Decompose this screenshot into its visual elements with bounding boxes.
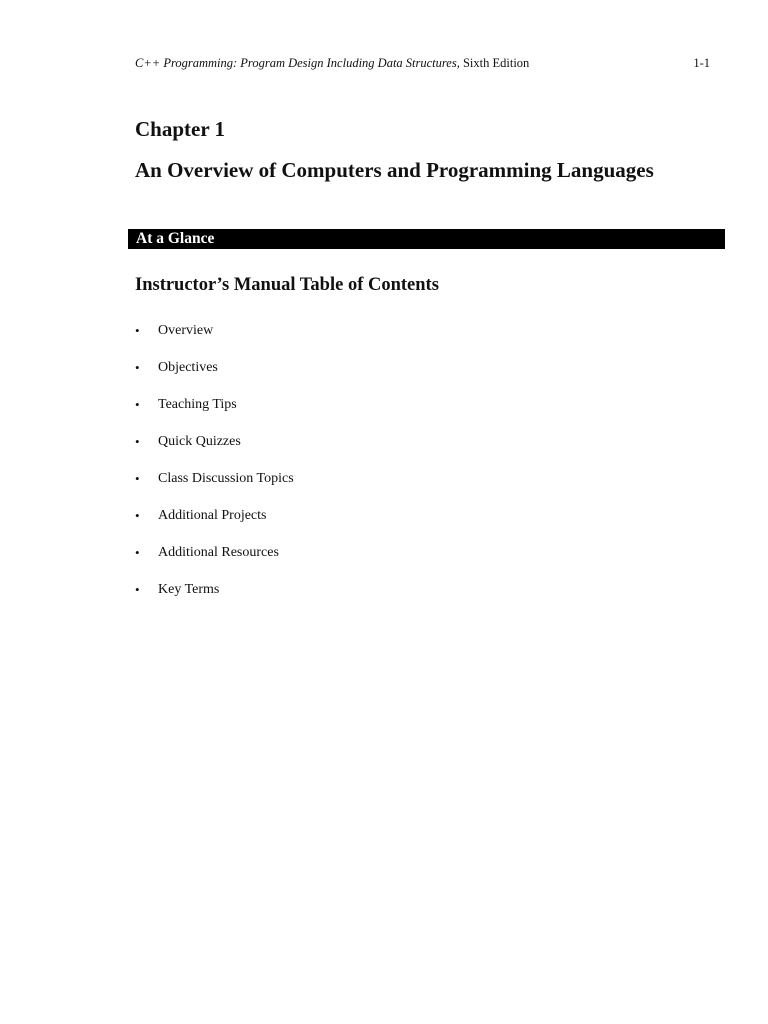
- bullet-icon: •: [135, 360, 140, 375]
- toc-item-label: Teaching Tips: [158, 397, 237, 412]
- chapter-title: An Overview of Computers and Programming Languages: [135, 158, 654, 182]
- book-title: [135, 55, 529, 71]
- toc-item-label: Additional Resources: [158, 545, 279, 560]
- chapter-label: Chapter 1: [135, 117, 226, 141]
- bullet-icon: •: [135, 471, 140, 486]
- bullet-icon: •: [135, 545, 140, 560]
- at-a-glance-bar: [128, 229, 725, 249]
- toc-item-label: Class Discussion Topics: [158, 471, 294, 486]
- bullet-icon: •: [135, 508, 140, 523]
- bullet-icon: •: [135, 323, 140, 338]
- at-a-glance-label: At a Glance: [136, 230, 215, 247]
- bullet-icon: •: [135, 434, 140, 449]
- bullet-icon: •: [135, 397, 140, 412]
- edition-label: Sixth Edition: [459, 56, 530, 70]
- toc-item-label: Quick Quizzes: [158, 434, 241, 449]
- running-header: [135, 55, 710, 71]
- toc-item-label: Objectives: [158, 360, 218, 375]
- toc-item-label: Additional Projects: [158, 508, 267, 523]
- toc-item-label: Overview: [158, 323, 214, 338]
- toc-item-label: Key Terms: [158, 582, 220, 597]
- book-title-italic: C++ Programming: Program Design Including Data Structures,: [135, 56, 460, 70]
- toc-heading: Instructor’s Manual Table of Contents: [135, 275, 439, 295]
- bullet-icon: •: [135, 582, 140, 597]
- page-number: 1-1: [693, 56, 710, 70]
